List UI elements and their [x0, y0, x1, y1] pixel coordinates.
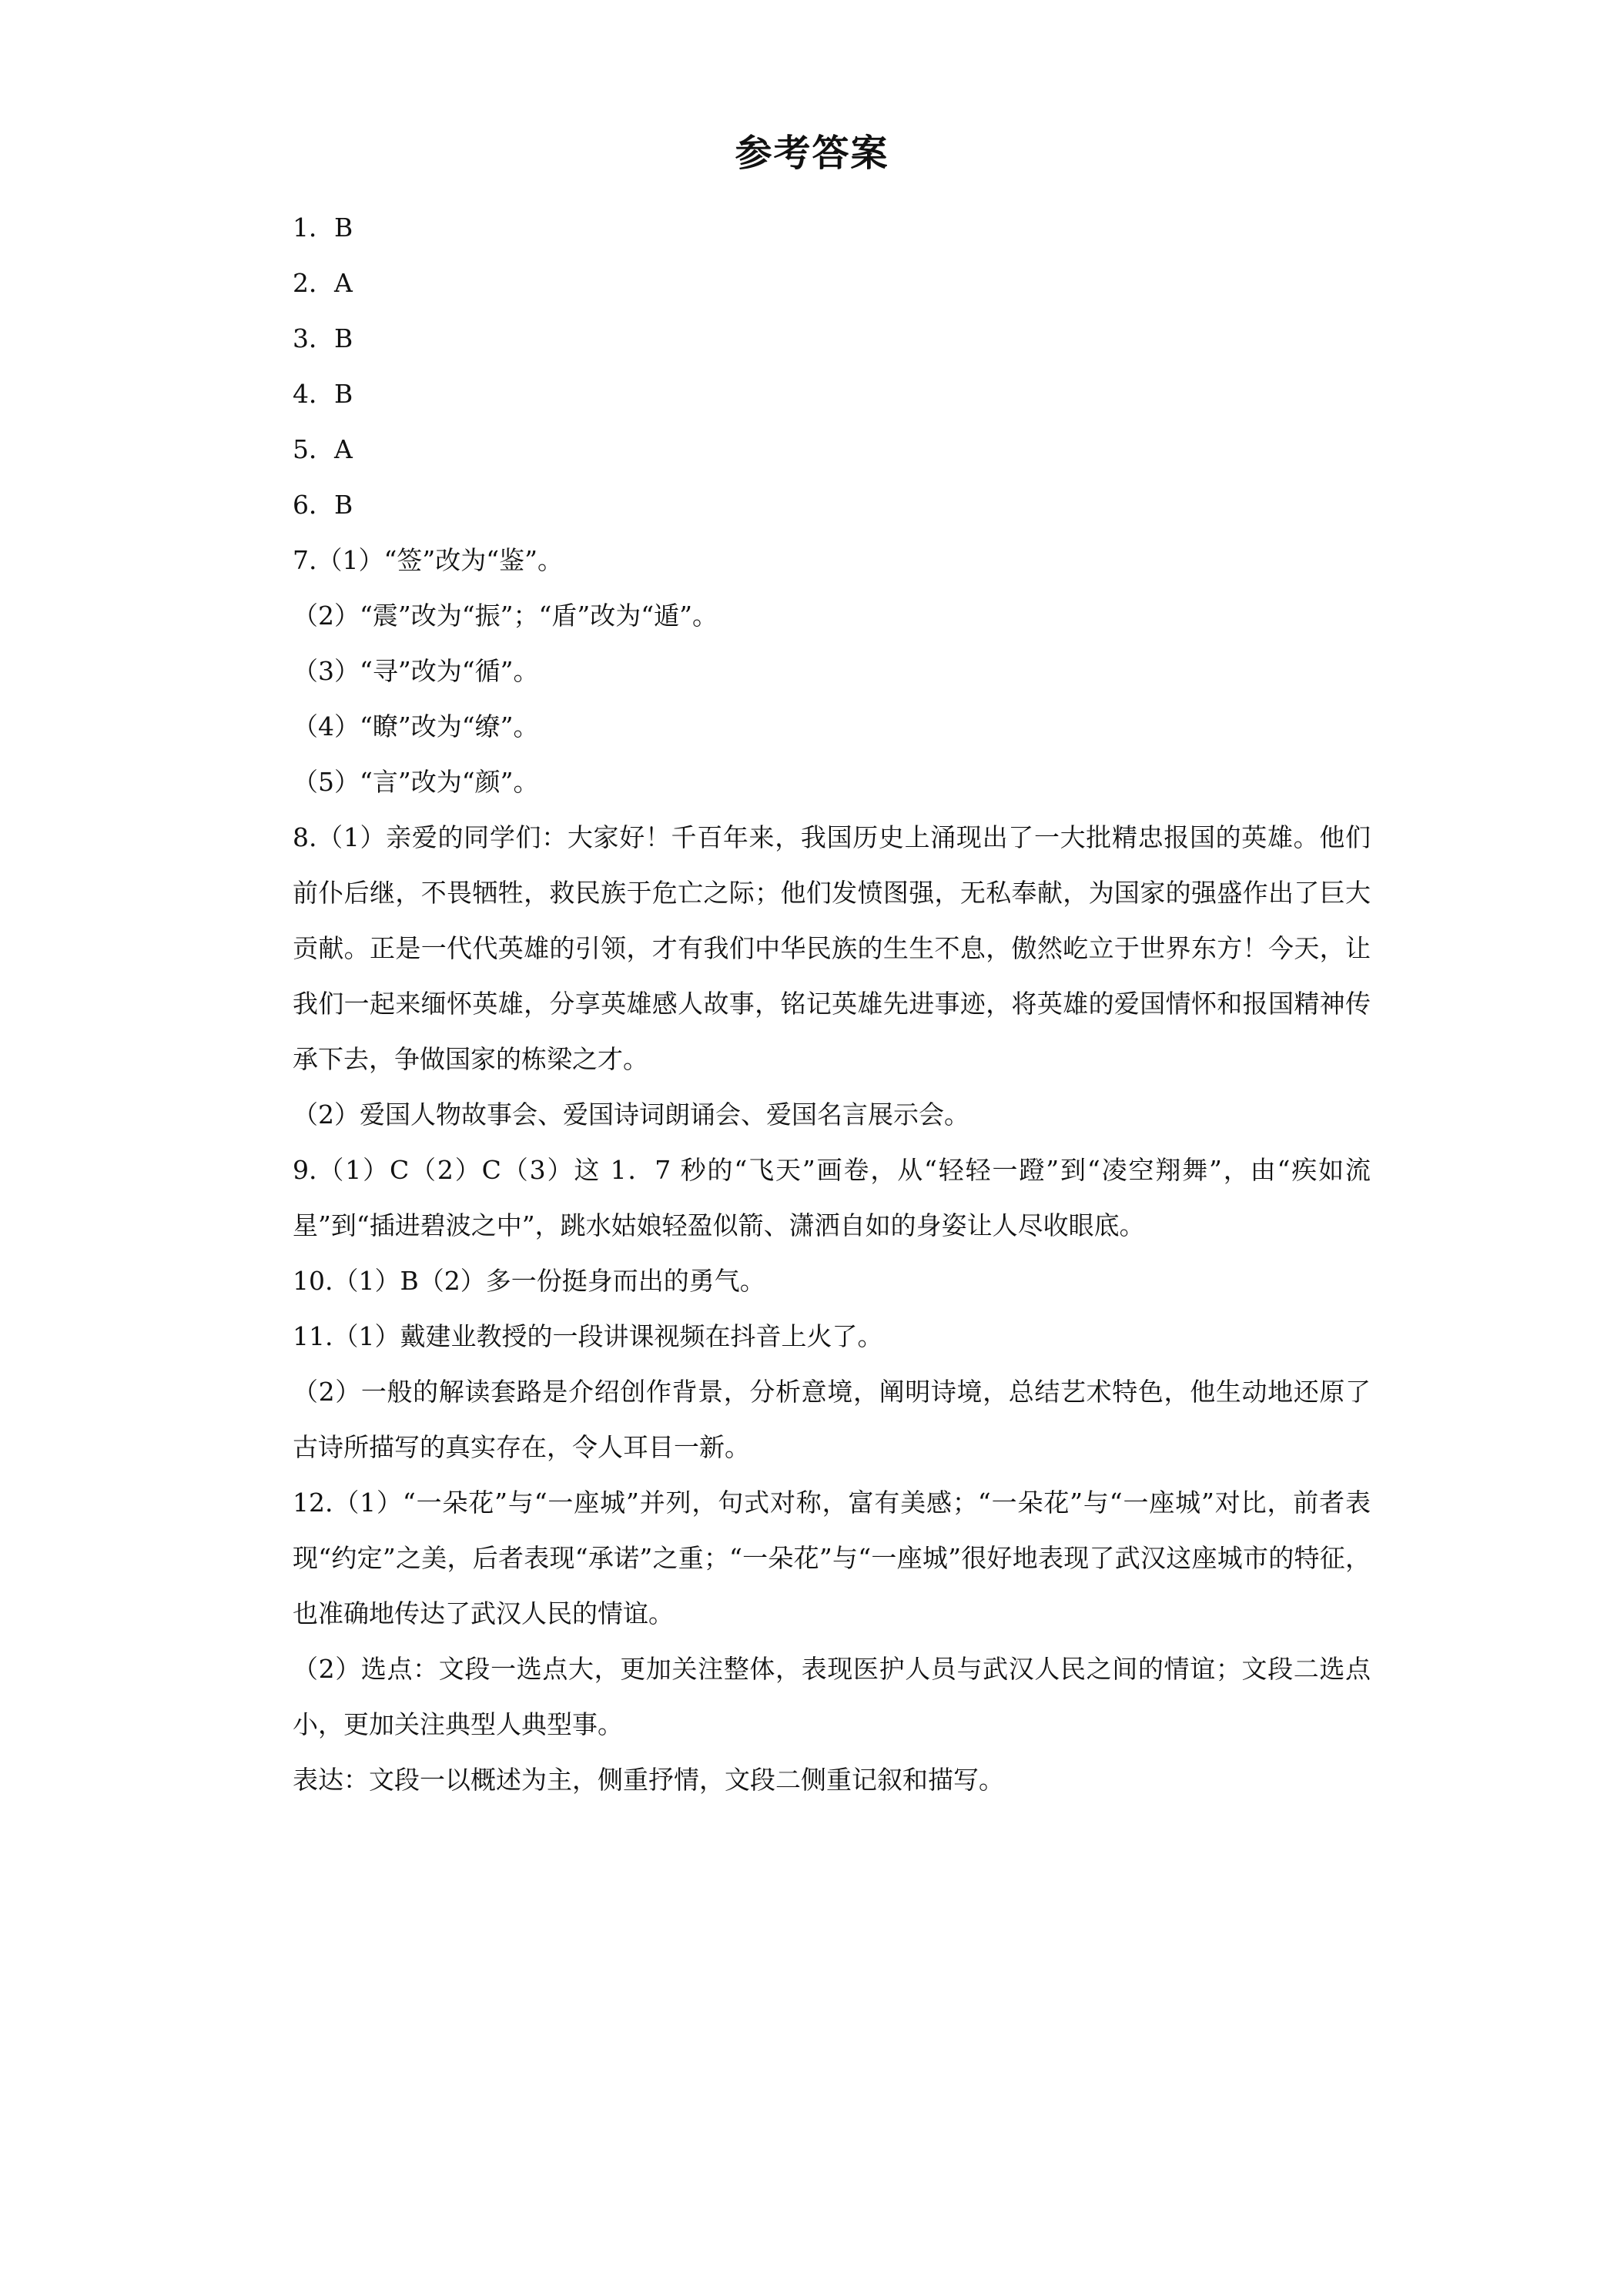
answer-7-part-3: （3）“寻”改为“循”。 [293, 656, 539, 686]
answer-7-part-2: （2）“震”改为“振”；“盾”改为“遁”。 [293, 601, 718, 631]
answer-1: 1．B [293, 213, 353, 243]
answer-12-part-1: 12.（1）“一朵花”与“一座城”并列，句式对称，富有美感；“一朵花”与“一座城”对比，前者表现“约定”之美，后者表现“承诺”之重；“一朵花”与“一座城”很好地表现了武汉这座城市的特征，也准确地传达了武汉人民的情谊。 [293, 1488, 1371, 1628]
answer-3: 3．B [293, 323, 353, 353]
answer-10: 10.（1）B（2）多一份挺身而出的勇气。 [293, 1266, 765, 1296]
answer-11-part-1: 11.（1）戴建业教授的一段讲课视频在抖音上火了。 [293, 1321, 883, 1351]
page-title: 参考答案 [735, 132, 889, 175]
answer-12-part-2: （2）选点：文段一选点大，更加关注整体，表现医护人员与武汉人民之间的情谊；文段二选点小，更加关注典型人典型事。 [293, 1654, 1371, 1739]
answer-7-part-4: （4）“瞭”改为“缭”。 [293, 711, 539, 741]
answer-2: 2．A [293, 268, 353, 298]
answer-list [293, 200, 1371, 1808]
answer-11-part-2: （2）一般的解读套路是介绍创作背景，分析意境，阐明诗境，总结艺术特色，他生动地还原了古诗所描写的真实存在，令人耳目一新。 [293, 1377, 1371, 1462]
answer-6: 6．B [293, 490, 353, 520]
answer-4: 4．B [293, 379, 353, 409]
answer-8-part-2: （2）爱国人物故事会、爱国诗词朗诵会、爱国名言展示会。 [293, 1099, 969, 1130]
answer-8-part-1: 8.（1）亲爱的同学们：大家好！千百年来，我国历史上涌现出了一大批精忠报国的英雄。他们前仆后继，不畏牺牲，救民族于危亡之际；他们发愤图强，无私奉献，为国家的强盛作出了巨大贡献。正是一代代英雄的引领，才有我们中华民族的生生不息，傲然屹立于世界东方！今天，让我们一起来缅怀英雄，分享英雄感人故事，铭记英雄先进事迹，将英雄的爱国情怀和报国精神传承下去，争做国家的栋梁之才。 [293, 822, 1371, 1074]
answer-7-part-1: 7.（1）“签”改为“鉴”。 [293, 545, 563, 575]
answer-9: 9.（1）C（2）C（3）这 1．7 秒的“飞天”画卷，从“轻轻一蹬”到“凌空翔舞”，由“疾如流星”到“插进碧波之中”，跳水姑娘轻盈似箭、潇洒自如的身姿让人尽收眼底。 [293, 1155, 1371, 1240]
answer-5: 5．A [293, 434, 353, 464]
answer-12-part-3: 表达：文段一以概述为主，侧重抒情，文段二侧重记叙和描写。 [293, 1765, 1004, 1795]
answer-7-part-5: （5）“言”改为“颜”。 [293, 767, 539, 797]
